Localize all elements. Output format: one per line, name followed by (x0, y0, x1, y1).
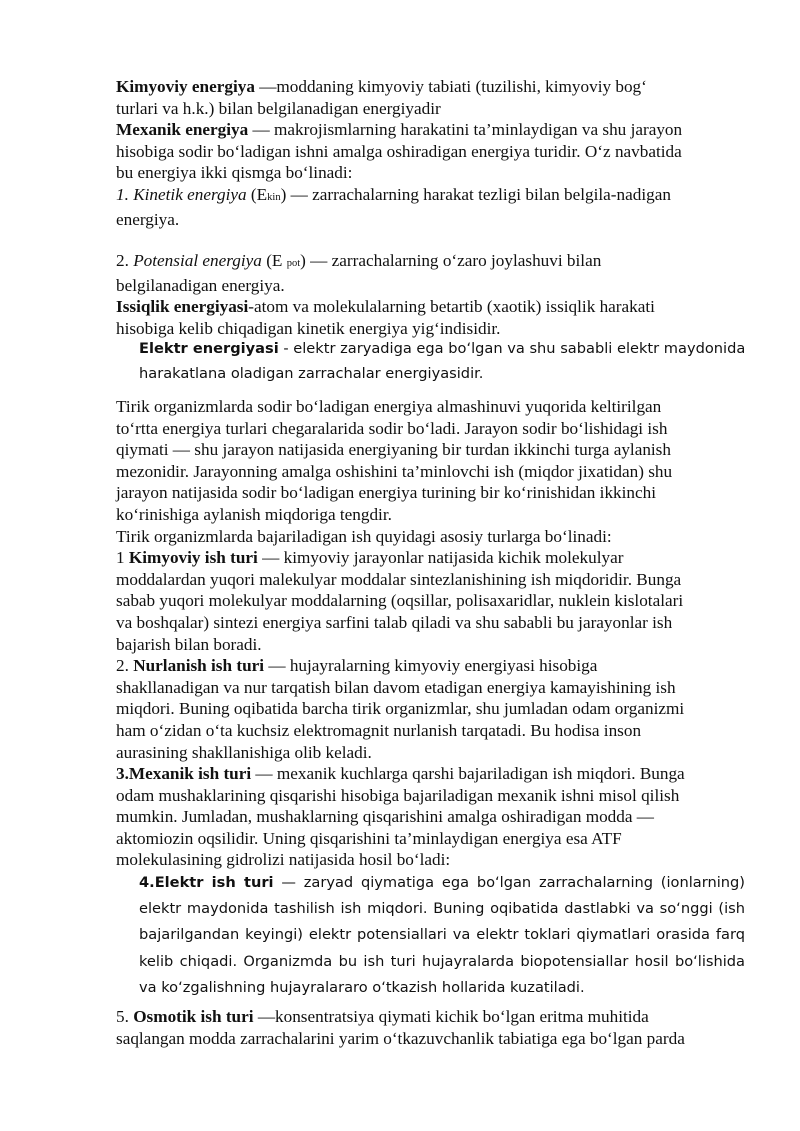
term-heat-energy: Issiqlik energiyasi (116, 297, 249, 317)
text-line: molekulasining gidrolizi natijasida hosil bo‘ladi: (116, 850, 451, 870)
text-line: saqlangan modda zarrachalarini yarim o‘tkazuvchanlik tabiatiga ega bo‘lgan parda (116, 1028, 685, 1048)
text-line: harakatlana oladigan zarrachalar energiyasidir. (139, 365, 484, 382)
text-line: 2. Potensial energiya (E pot) — zarrachalarning o‘zaro joylashuvi bilan (116, 251, 602, 270)
text-line: odam mushaklarining qisqarishi hisobiga bajariladigan mexanik ishni misol qilish (116, 785, 680, 805)
text-line: ko‘rinishiga aylanish miqdoriga tengdir. (116, 504, 392, 524)
potential-heat-paragraph (116, 250, 742, 339)
electric-energy-paragraph (139, 336, 745, 386)
term-potential-energy: Potensial energiya (133, 251, 262, 270)
text-line: 3.Mexanik ish turi — mexanik kuchlarga qarshi bajariladigan ish miqdori. Bunga (116, 764, 685, 784)
text-line: miqdori. Buning oqibatida barcha tirik organizmlar, shu jumladan odam organizmi (116, 699, 685, 719)
text-line: aurasining shakllanishiga olib keladi. (116, 742, 372, 762)
electric-work-paragraph (139, 870, 745, 1001)
text-line: va boshqalar) sintezi energiya sarfini talab qiladi va shu sababli bu jarayonlar ish (116, 612, 673, 632)
text-line: bajarish bilan boradi. (116, 634, 262, 654)
text-line: qiymati — shu jarayon natijasida energiyaning bir turdan ikkinchi turga aylanish (116, 440, 671, 460)
work-types-paragraph (116, 396, 742, 871)
text-line: mumkin. Jumladan, mushaklarning qisqarishini amalga oshiradigan modda — (116, 807, 654, 827)
term-mechanical-energy: Mexanik energiya (116, 120, 249, 140)
text-line: 2. Nurlanish ish turi — hujayralarning kimyoviy energiyasi hisobiga (116, 656, 598, 676)
text-line: hisobiga kelib chiqadigan kinetik energiya yig‘indisidir. (116, 318, 501, 338)
term-chemical-energy: Kimyoviy energiya (116, 77, 255, 96)
term-chemical-work: Kimyoviy ish turi (128, 548, 258, 568)
text-line: turlari va h.k.) bilan belgilanadigan energiyadir (116, 98, 441, 118)
text-line: jarayon natijasida sodir bo‘ladigan energiya turining bir ko‘rinishidan ikkinchi (116, 483, 657, 503)
text-line: shakllanadigan va nur tarqatish bilan davom etadigan energiya kamayishining ish (116, 677, 676, 697)
text-line: moddalardan yuqori malekulyar moddalar sintezlanishining ish miqdoridir. Bunga (116, 569, 682, 589)
justified-text: 4.Elektr ish turi — zaryad qiymatiga ega bo‘lgan zarrachalarning (ionlarning) elektr maydonida tashilish ish miqdori. Buning oqibatida dastlabki va so‘nggi (ish bajarilgandan keyingi) elektr potensiallari va elektr toklari qiymatlari orasida farq kelib chiqadi. Organizmda bu ish turi hujayralarda biopotensiallar hosil bo‘lishida va ko‘zgalishning hujayralararo o‘tkazish hollarida kuzatiladi. (139, 874, 745, 996)
text-line: Mexanik energiya — makrojismlarning harakatini ta’minlaydigan va shu jarayon (116, 120, 683, 140)
osmotic-work-paragraph (116, 1006, 742, 1049)
term-mechanical-work: 3.Mexanik ish turi (116, 764, 252, 784)
text-line: bu energiya ikki qismga bo‘linadi: (116, 163, 353, 183)
term-kinetic-energy: 1. Kinetik energiya (116, 184, 247, 204)
text-line: energiya. (116, 209, 180, 229)
term-radiation-work: Nurlanish ish turi (133, 656, 265, 676)
text-line: to‘rtta energiya turlari chegaralarida sodir bo‘ladi. Jarayon sodir bo‘lishidagi ish (116, 418, 668, 438)
text-line: Elektr energiyasi - elektr zaryadiga ega bo‘lgan va shu sababli elektr maydonida (139, 340, 746, 357)
text-line: sabab yuqori molekulyar moddalarning (oqsillar, polisaxaridlar, nuklein kislotalari (116, 591, 684, 611)
text-line: mezonidir. Jarayonning amalga oshishini ta’minlovchi ish (miqdor jixatidan) shu (116, 461, 673, 481)
term-electric-energy: Elektr energiyasi (139, 340, 279, 357)
energy-types-paragraph (116, 76, 742, 230)
text-line: Tirik organizmlarda bajariladigan ish quyidagi asosiy turlarga bo‘linadi: (116, 526, 612, 546)
text-line: belgilanadigan energiya. (116, 275, 285, 295)
text-line: Tirik organizmlarda sodir bo‘ladigan energiya almashinuvi yuqorida keltirilgan (116, 397, 662, 416)
text-line: Issiqlik energiyasi-atom va molekulalarning betartib (xaotik) issiqlik harakati (116, 297, 655, 317)
text-line: 5. Osmotik ish turi —konsentratsiya qiymati kichik bo‘lgan eritma muhitida (116, 1007, 649, 1026)
text-line: 1. Kinetik energiya (Ekin) — zarrachalarning harakat tezligi bilan belgila-nadigan (116, 184, 671, 204)
text-line: aktomiozin oqsilidir. Uning qisqarishini ta’minlaydigan energiya esa ATF (116, 828, 622, 848)
text-line: Kimyoviy energiya —moddaning kimyoviy tabiati (tuzilishi, kimyoviy bog‘ (116, 77, 647, 96)
text-line: 1 Kimyoviy ish turi — kimyoviy jarayonlar natijasida kichik molekulyar (116, 548, 624, 568)
text-line: hisobiga sodir bo‘ladigan ishni amalga oshiradigan energiya turidir. O‘z navbatida (116, 141, 682, 161)
term-electric-work: 4.Elektr ish turi (139, 874, 274, 891)
term-osmotic-work: Osmotik ish turi (133, 1007, 254, 1026)
text-line: ham o‘zidan o‘ta kuchsiz elektromagnit nurlanish tarqatadi. Bu hodisa inson (116, 720, 642, 740)
